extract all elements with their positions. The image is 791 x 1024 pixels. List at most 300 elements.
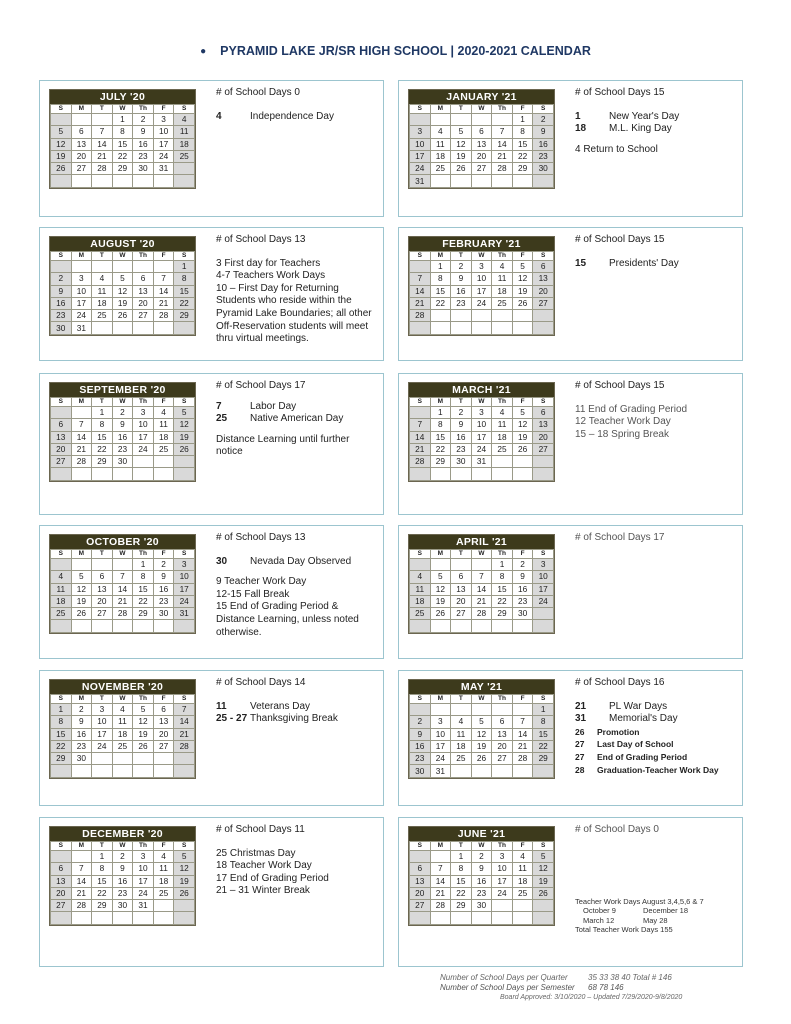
calendar-table: [50, 251, 195, 335]
month-name: OCTOBER '20: [50, 535, 195, 549]
event-item: [575, 738, 737, 751]
day-cell: [153, 753, 174, 765]
day-cell: 19: [112, 297, 133, 309]
day-cell: 10: [92, 716, 113, 728]
day-cell: 2: [451, 407, 472, 419]
month-panel: [398, 227, 743, 361]
week-row: [410, 431, 554, 443]
day-cell: 6: [92, 571, 113, 583]
weekday-header: S: [174, 105, 195, 114]
day-cell: [512, 322, 533, 334]
semester-label: Number of School Days per Semester: [440, 983, 575, 992]
weekday-header: F: [153, 252, 174, 261]
day-cell: [133, 912, 154, 924]
event-text: M.L. King Day: [609, 123, 672, 135]
week-row: [410, 595, 554, 607]
day-cell: 21: [174, 728, 195, 740]
day-cell: 30: [112, 456, 133, 468]
day-cell: 18: [492, 431, 513, 443]
day-cell: 21: [512, 740, 533, 752]
week-row: [410, 138, 554, 150]
day-cell: 5: [471, 716, 492, 728]
event-text: Nevada Day Observed: [250, 555, 352, 567]
day-cell: 15: [112, 138, 133, 150]
day-cell: [92, 261, 113, 273]
day-cell: 2: [512, 559, 533, 571]
day-cell: [133, 620, 154, 632]
day-cell: 3: [153, 114, 174, 126]
weekday-header: T: [92, 105, 113, 114]
day-cell: 23: [133, 150, 154, 162]
day-cell: 19: [512, 285, 533, 297]
weekday-header: T: [451, 398, 472, 407]
weekday-header: W: [112, 252, 133, 261]
weekday-header: Th: [133, 550, 154, 559]
day-cell: 23: [112, 887, 133, 899]
day-cell: 9: [133, 126, 154, 138]
day-cell: 24: [71, 310, 92, 322]
day-cell: [71, 407, 92, 419]
day-cell: 20: [471, 150, 492, 162]
day-cell: 26: [451, 163, 472, 175]
note-text: 15 End of Grading Period & Distance Learning, unless noted otherwise.: [216, 601, 359, 638]
day-cell: 21: [471, 595, 492, 607]
day-cell: 31: [153, 163, 174, 175]
weekday-header: M: [430, 398, 451, 407]
day-cell: 5: [112, 273, 133, 285]
day-cell: 13: [153, 716, 174, 728]
weekday-header: F: [153, 842, 174, 851]
day-cell: 3: [533, 559, 554, 571]
week-row: [51, 912, 195, 924]
day-cell: [410, 851, 431, 863]
event-text: End of Grading Period: [597, 751, 688, 762]
weekday-header: Th: [492, 550, 513, 559]
day-cell: [451, 620, 472, 632]
day-cell: [471, 175, 492, 187]
day-cell: [174, 912, 195, 924]
day-cell: 20: [51, 443, 72, 455]
day-cell: [92, 559, 113, 571]
calendar-table: [409, 397, 554, 481]
day-cell: 19: [174, 875, 195, 887]
day-cell: [533, 456, 554, 468]
board-approved: Board Approved: 3/10/2020 – Updated 7/29/2020-9/8/2020: [500, 994, 683, 1001]
day-cell: 25: [153, 887, 174, 899]
week-row: [410, 419, 554, 431]
day-cell: [71, 620, 92, 632]
week-row: [51, 138, 195, 150]
weekday-row: [51, 695, 195, 704]
day-cell: 10: [133, 419, 154, 431]
day-cell: [153, 322, 174, 334]
school-days-count: # of School Days 13: [216, 234, 306, 245]
note-text: 25 Christmas Day: [216, 847, 296, 859]
week-row: [410, 571, 554, 583]
day-cell: 7: [71, 419, 92, 431]
day-cell: 18: [112, 728, 133, 740]
day-cell: [492, 310, 513, 322]
month-notes: [575, 677, 737, 776]
day-cell: 15: [430, 431, 451, 443]
day-cell: 30: [71, 753, 92, 765]
weekday-header: S: [533, 695, 554, 704]
day-cell: 3: [174, 559, 195, 571]
day-cell: 13: [533, 273, 554, 285]
month-panel: [39, 227, 384, 361]
weekday-header: S: [174, 550, 195, 559]
weekday-header: Th: [492, 252, 513, 261]
weekday-header: W: [471, 105, 492, 114]
weekday-header: W: [471, 398, 492, 407]
day-cell: [410, 559, 431, 571]
day-cell: 24: [153, 150, 174, 162]
day-cell: 1: [51, 704, 72, 716]
day-cell: 22: [533, 740, 554, 752]
day-cell: 27: [410, 900, 431, 912]
day-cell: 9: [153, 571, 174, 583]
week-row: [410, 310, 554, 322]
day-cell: 20: [51, 887, 72, 899]
month-name: JUNE '21: [409, 827, 554, 841]
day-cell: [512, 456, 533, 468]
weekday-header: S: [533, 398, 554, 407]
day-cell: 2: [51, 273, 72, 285]
event-date: 1: [575, 110, 581, 122]
note-text: 4 Return to School: [575, 143, 658, 155]
day-cell: 19: [430, 595, 451, 607]
day-cell: 4: [451, 716, 472, 728]
week-row: [51, 571, 195, 583]
day-cell: [51, 559, 72, 571]
teacher-work-days: [575, 897, 737, 935]
month-calendar: [49, 236, 196, 336]
weekday-header: T: [92, 842, 113, 851]
day-cell: 23: [471, 887, 492, 899]
month-notes: [575, 87, 737, 156]
day-cell: 1: [92, 851, 113, 863]
day-cell: 19: [533, 875, 554, 887]
day-cell: 1: [533, 704, 554, 716]
day-cell: 13: [533, 419, 554, 431]
day-cell: [153, 456, 174, 468]
day-cell: 15: [451, 875, 472, 887]
day-cell: 18: [51, 595, 72, 607]
day-cell: 5: [174, 407, 195, 419]
day-cell: [471, 704, 492, 716]
weekday-header: F: [153, 695, 174, 704]
day-cell: 14: [410, 285, 431, 297]
day-cell: [51, 261, 72, 273]
day-cell: 24: [174, 595, 195, 607]
day-cell: 23: [451, 443, 472, 455]
day-cell: [430, 114, 451, 126]
weekday-header: T: [451, 550, 472, 559]
school-days-count: # of School Days 17: [216, 380, 306, 391]
day-cell: 7: [410, 273, 431, 285]
day-cell: [512, 900, 533, 912]
day-cell: 20: [533, 431, 554, 443]
event-item: [575, 764, 737, 777]
day-cell: 25: [153, 443, 174, 455]
day-cell: 10: [410, 138, 431, 150]
day-cell: 5: [51, 126, 72, 138]
school-days-count: # of School Days 15: [575, 380, 665, 391]
week-row: [51, 273, 195, 285]
day-cell: 9: [112, 863, 133, 875]
month-notes: [575, 380, 737, 441]
day-cell: [51, 765, 72, 777]
month-name: JULY '20: [50, 90, 195, 104]
day-cell: 4: [492, 261, 513, 273]
day-cell: [112, 753, 133, 765]
footer: [440, 973, 770, 1003]
day-cell: 4: [153, 407, 174, 419]
day-cell: 3: [71, 273, 92, 285]
week-row: [51, 175, 195, 187]
day-cell: 6: [51, 863, 72, 875]
day-cell: 30: [133, 163, 154, 175]
week-row: [51, 595, 195, 607]
month-panel: [39, 80, 384, 217]
weekday-header: F: [153, 550, 174, 559]
day-cell: 2: [533, 114, 554, 126]
weekday-header: S: [533, 105, 554, 114]
day-cell: 27: [51, 900, 72, 912]
day-cell: 20: [492, 740, 513, 752]
week-row: [51, 863, 195, 875]
day-cell: [430, 912, 451, 924]
week-row: [51, 419, 195, 431]
week-row: [410, 407, 554, 419]
day-cell: [430, 704, 451, 716]
event-item: [216, 713, 378, 726]
weekday-header: M: [71, 842, 92, 851]
day-cell: 16: [51, 297, 72, 309]
month-panel: [398, 817, 743, 967]
day-cell: [71, 114, 92, 126]
weekday-header: S: [410, 252, 431, 261]
day-cell: 6: [133, 273, 154, 285]
day-cell: 9: [451, 273, 472, 285]
event-date: 11: [216, 700, 227, 712]
day-cell: 30: [451, 456, 472, 468]
day-cell: [133, 456, 154, 468]
weekday-header: M: [71, 398, 92, 407]
week-row: [51, 407, 195, 419]
event-date: 25: [216, 413, 228, 425]
day-cell: 24: [92, 740, 113, 752]
work-day: December 18: [643, 906, 689, 916]
day-cell: 27: [51, 456, 72, 468]
day-cell: [512, 310, 533, 322]
day-cell: 27: [533, 297, 554, 309]
event-date: 4: [216, 110, 222, 122]
month-calendar: [408, 534, 555, 634]
week-row: [410, 851, 554, 863]
month-panel: [39, 525, 384, 659]
day-cell: [451, 310, 472, 322]
day-cell: 4: [430, 126, 451, 138]
event-item: [216, 413, 378, 426]
weekday-header: T: [451, 842, 472, 851]
day-cell: [153, 765, 174, 777]
day-cell: 28: [71, 900, 92, 912]
weekday-header: S: [174, 695, 195, 704]
day-cell: 5: [430, 571, 451, 583]
event-date: 30: [216, 555, 228, 567]
day-cell: 10: [533, 571, 554, 583]
day-cell: 14: [112, 583, 133, 595]
event-text: Labor Day: [250, 400, 297, 412]
day-cell: [451, 322, 472, 334]
event-item: [575, 701, 737, 714]
day-cell: 7: [112, 571, 133, 583]
school-days-count: # of School Days 17: [575, 532, 665, 543]
day-cell: 15: [430, 285, 451, 297]
day-cell: [112, 765, 133, 777]
month-notes: [216, 532, 378, 639]
quarter-values: 35 33 38 40 Total # 146: [588, 973, 672, 982]
calendar-table: [50, 841, 195, 925]
month-notes: [216, 380, 378, 459]
weekday-header: F: [512, 105, 533, 114]
day-cell: [451, 765, 472, 777]
day-cell: 22: [133, 595, 154, 607]
note-text: 15 – 18 Spring Break: [575, 428, 669, 440]
week-row: [51, 150, 195, 162]
day-cell: [471, 310, 492, 322]
day-cell: 3: [133, 407, 154, 419]
day-cell: 24: [533, 595, 554, 607]
day-cell: [133, 175, 154, 187]
day-cell: 29: [133, 608, 154, 620]
weekday-header: F: [512, 252, 533, 261]
day-cell: 28: [512, 753, 533, 765]
note-text: 21 – 31 Winter Break: [216, 885, 310, 897]
day-cell: 22: [174, 297, 195, 309]
day-cell: 18: [430, 150, 451, 162]
day-cell: 3: [410, 126, 431, 138]
event-item: [575, 713, 737, 726]
day-cell: 6: [410, 863, 431, 875]
day-cell: 13: [451, 583, 472, 595]
day-cell: 28: [112, 608, 133, 620]
month-notes: [216, 234, 378, 346]
week-row: [51, 740, 195, 752]
note-text: 12-15 Fall Break: [216, 588, 290, 600]
day-cell: 28: [410, 310, 431, 322]
day-cell: 7: [430, 863, 451, 875]
day-cell: [92, 620, 113, 632]
day-cell: 17: [153, 138, 174, 150]
day-cell: 5: [512, 407, 533, 419]
day-cell: 29: [174, 310, 195, 322]
day-cell: 7: [471, 571, 492, 583]
day-cell: 20: [92, 595, 113, 607]
day-cell: 3: [471, 407, 492, 419]
day-cell: 6: [471, 126, 492, 138]
day-cell: 26: [51, 163, 72, 175]
week-row: [410, 583, 554, 595]
day-cell: 12: [512, 273, 533, 285]
day-cell: [492, 468, 513, 480]
week-row: [410, 163, 554, 175]
day-cell: 24: [471, 297, 492, 309]
calendar-table: [50, 104, 195, 188]
calendar-table: [409, 251, 554, 335]
day-cell: 2: [71, 704, 92, 716]
note-text: 12 Teacher Work Day: [575, 416, 671, 428]
day-cell: [51, 468, 72, 480]
weekday-row: [51, 550, 195, 559]
weekday-header: W: [112, 105, 133, 114]
day-cell: 6: [71, 126, 92, 138]
weekday-header: S: [410, 550, 431, 559]
weekday-row: [51, 252, 195, 261]
week-row: [51, 310, 195, 322]
weekday-header: Th: [133, 695, 154, 704]
weekday-row: [410, 842, 554, 851]
school-days-count: # of School Days 15: [575, 87, 665, 98]
semester-values: 68 78 146: [588, 983, 624, 992]
day-cell: 11: [492, 273, 513, 285]
day-cell: 22: [430, 443, 451, 455]
weekday-header: T: [92, 398, 113, 407]
weekday-header: S: [533, 252, 554, 261]
day-cell: [471, 468, 492, 480]
week-row: [51, 285, 195, 297]
day-cell: [533, 620, 554, 632]
calendar-table: [50, 397, 195, 481]
day-cell: 1: [430, 407, 451, 419]
day-cell: 9: [533, 126, 554, 138]
day-cell: 4: [410, 571, 431, 583]
day-cell: 30: [512, 608, 533, 620]
weekday-header: S: [410, 105, 431, 114]
day-cell: [533, 608, 554, 620]
day-cell: 25: [430, 163, 451, 175]
day-cell: 1: [492, 559, 513, 571]
week-row: [410, 740, 554, 752]
weekday-header: S: [51, 695, 72, 704]
day-cell: 26: [430, 608, 451, 620]
day-cell: [92, 114, 113, 126]
day-cell: [71, 851, 92, 863]
day-cell: 16: [533, 138, 554, 150]
spacer: [216, 426, 378, 434]
month-panel: [39, 373, 384, 515]
school-days-count: # of School Days 0: [575, 824, 659, 835]
day-cell: 22: [92, 443, 113, 455]
day-cell: 1: [112, 114, 133, 126]
day-cell: 6: [451, 571, 472, 583]
day-cell: 9: [451, 419, 472, 431]
day-cell: [410, 468, 431, 480]
day-cell: 18: [153, 431, 174, 443]
school-days-count: # of School Days 13: [216, 532, 306, 543]
day-cell: [112, 468, 133, 480]
event-date: 7: [216, 400, 222, 412]
day-cell: 8: [430, 273, 451, 285]
event-item: [575, 258, 737, 271]
week-row: [51, 728, 195, 740]
day-cell: 7: [174, 704, 195, 716]
day-cell: [430, 620, 451, 632]
day-cell: 3: [471, 261, 492, 273]
day-cell: 13: [492, 728, 513, 740]
day-cell: 5: [71, 571, 92, 583]
